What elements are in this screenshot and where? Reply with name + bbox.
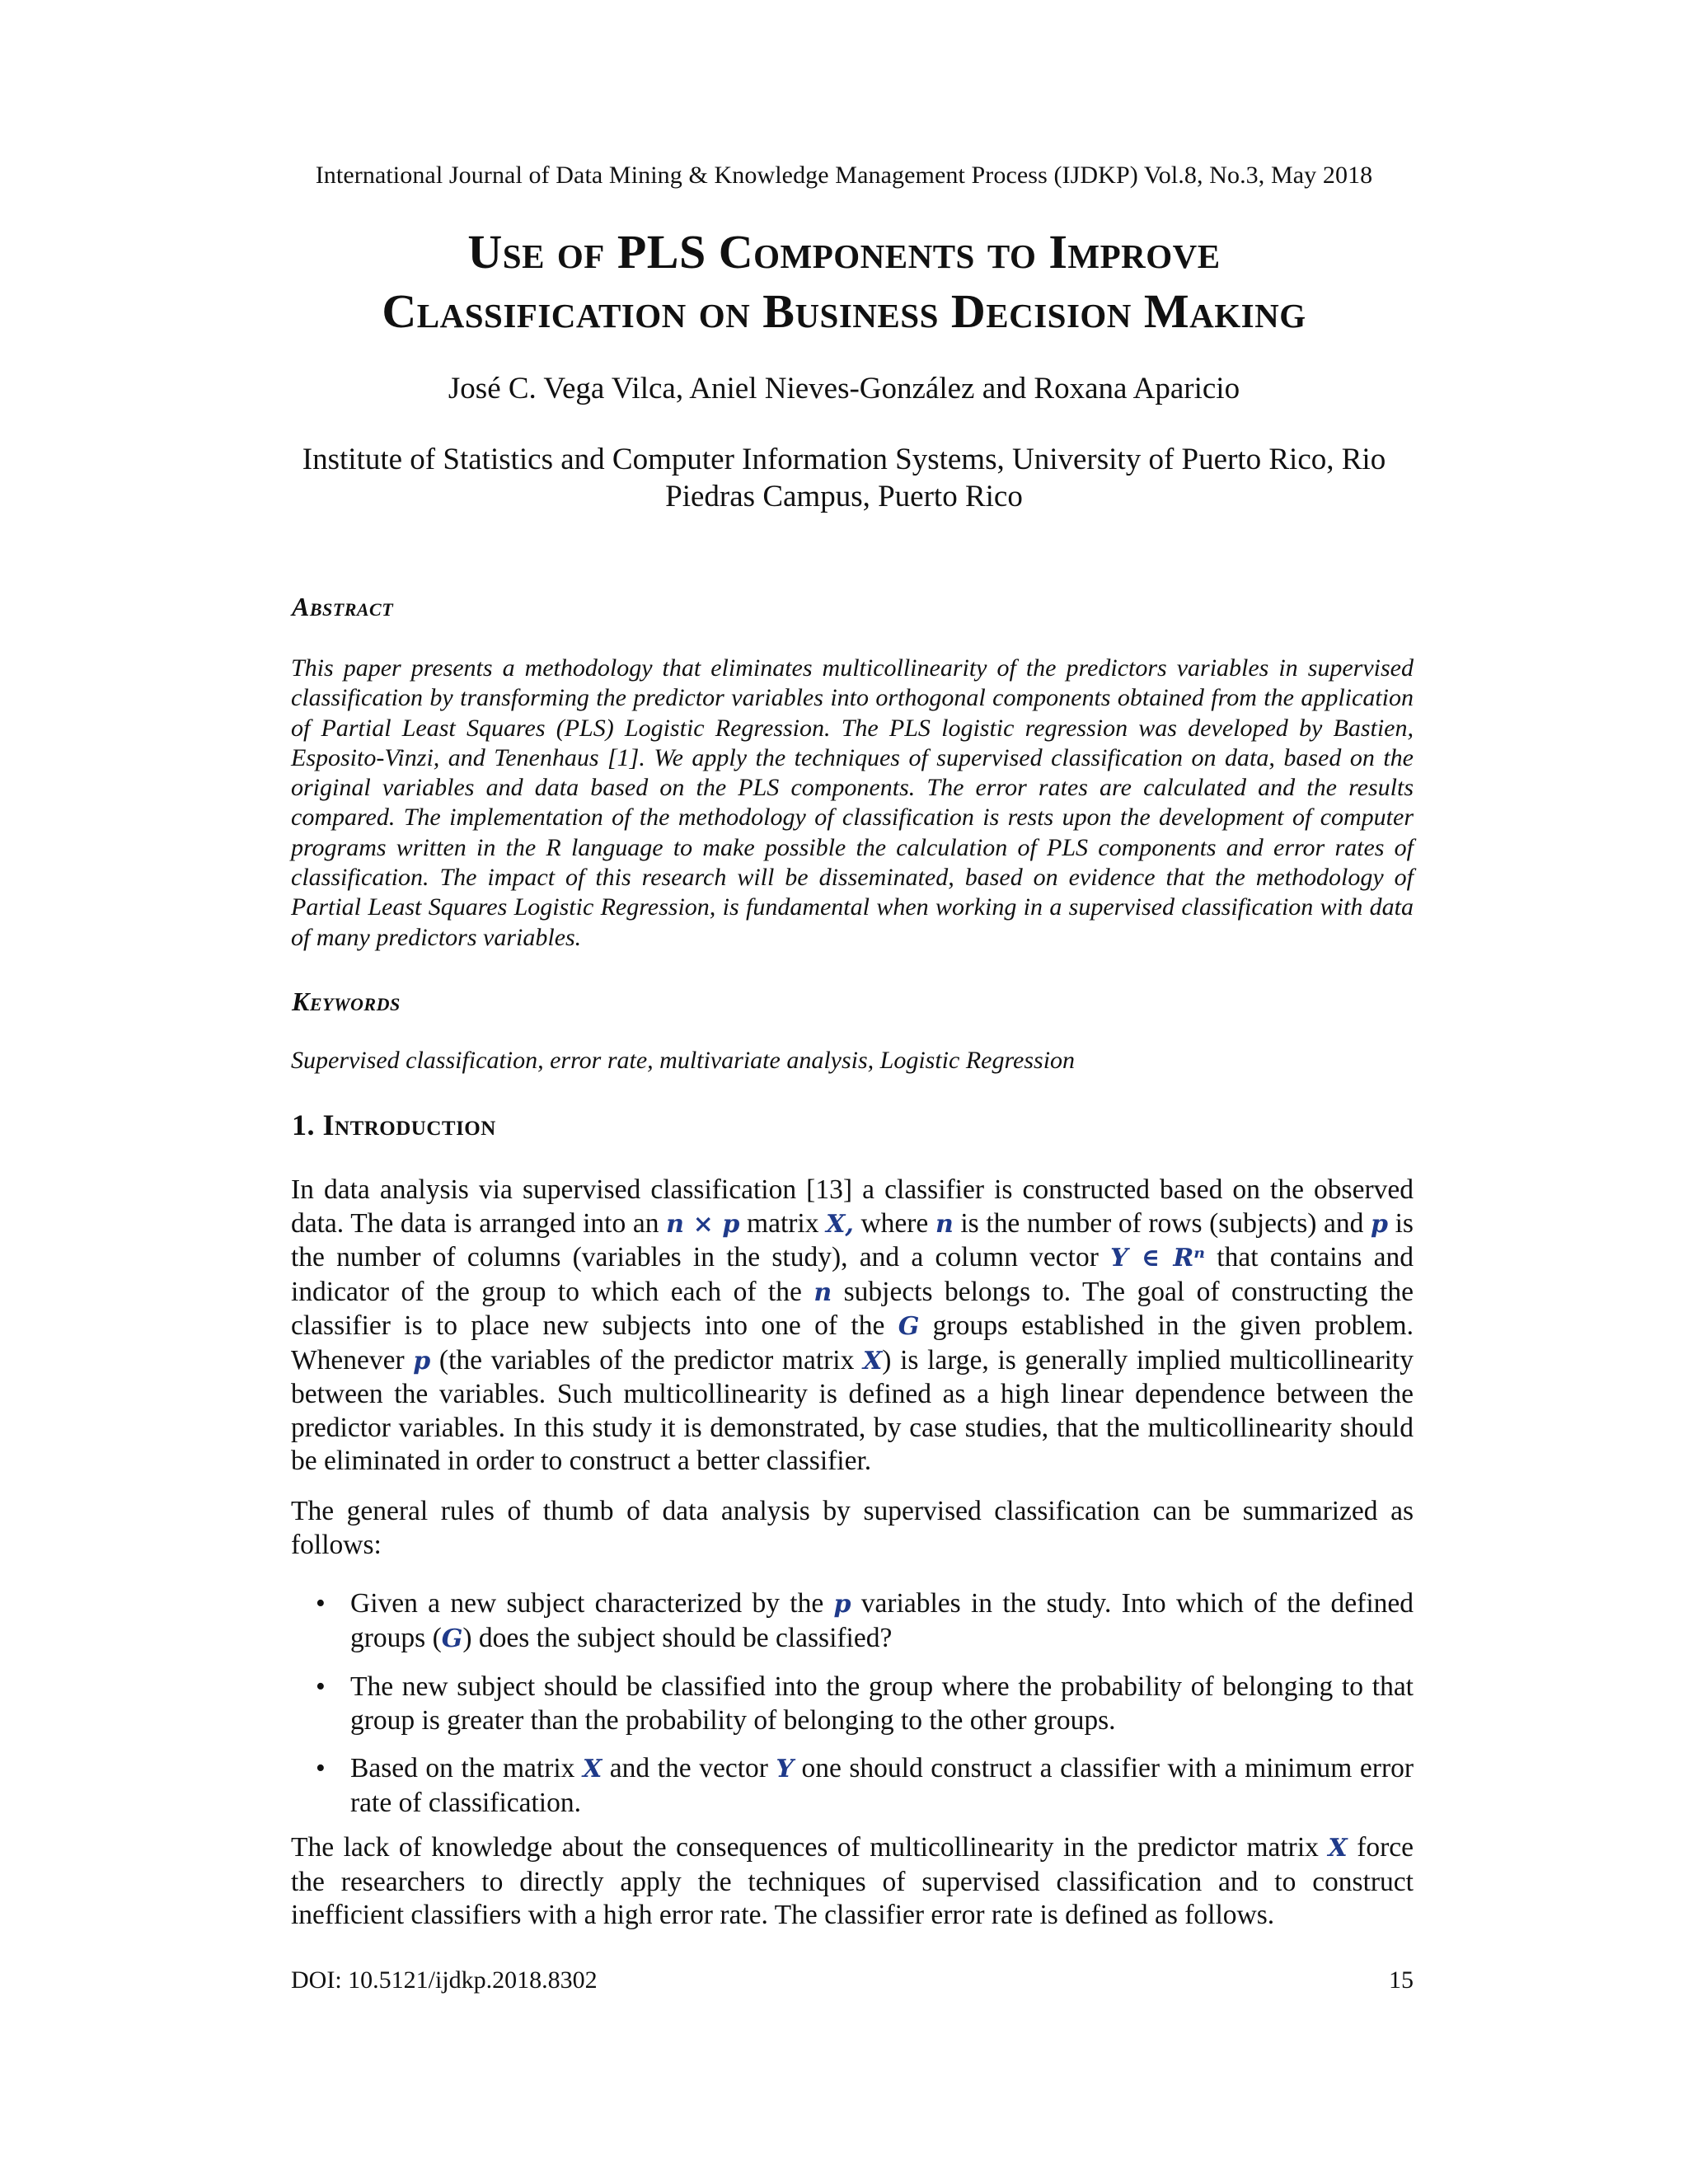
text-run: is the number of columns (variables in the study), and a column vector [291, 1207, 1414, 1272]
doi-footer: DOI: 10.5121/ijdkp.2018.8302 [291, 1966, 598, 1994]
math-symbol: p [833, 1590, 851, 1619]
bullet-icon: • [316, 1753, 326, 1783]
abstract-text: This paper presents a methodology that eliminates multicollinearity of the predictors variables in supervised classification by transforming the predictor variables into orthogonal components obtained from the application of Partial Least Squares (PLS) Logistic Regression. The PLS logistic regression was developed by Bastien, Esposito-Vinzi, and Tenenhaus [1]. We apply the techniques of supervised classification on data, based on the original variables and data based on the PLS components. The error rates are calculated and the results compared. The implementation of the methodology of classification is rests upon the development of computer programs written in the R language to make possible the calculation of PLS components and error rates of classification. The impact of this research will be disseminated, based on evidence that the methodology of Partial Least Squares Logistic Regression, is fundamental when working in a supervised classification with data of many predictors variables. [291, 654, 1414, 951]
list-item [291, 1671, 1414, 1737]
math-symbol: Y [776, 1755, 794, 1783]
text-run: The new subject should be classified into the group where the probability of belonging to that group is greater than the probability of belonging to the other groups. [350, 1671, 1414, 1736]
math-symbol: X [1328, 1834, 1348, 1863]
math-symbol: X [582, 1755, 603, 1783]
rules-bullet-list [291, 1587, 1414, 1835]
text-run: force the researchers to directly apply the techniques of supervised classification and to construct inefficient classifiers with a high error rate. The classifier error rate is defined as follows. [291, 1832, 1414, 1930]
page-number: 15 [1389, 1966, 1414, 1994]
author-list: José C. Vega Vilca, Aniel Nieves-González and Roxana Aparicio [448, 372, 1240, 405]
text-run: where [853, 1207, 935, 1239]
math-symbol: n [814, 1277, 832, 1307]
math-symbol: X [863, 1346, 883, 1376]
intro-paragraph-2: The general rules of thumb of data analysis by supervised classification can be summarized as follows: [291, 1496, 1414, 1560]
keywords-heading: Keywords [292, 987, 401, 1016]
affiliation-line-1: Institute of Statistics and Computer Information Systems, University of Puerto Rico, Rio [302, 443, 1386, 476]
affiliation [280, 441, 1408, 515]
math-symbol: p [1371, 1209, 1388, 1239]
paper-title [165, 223, 1523, 341]
math-symbol: G [898, 1312, 920, 1341]
keywords-text: Supervised classification, error rate, multivariate analysis, Logistic Regression [291, 1047, 1076, 1074]
paper-title-line-2: Classification on Business Decision Making [382, 284, 1306, 338]
text-run: and the vector [602, 1753, 776, 1783]
text-run: matrix [739, 1207, 827, 1239]
paper-title-line-1: Use of PLS Components to Improve [467, 225, 1221, 279]
bullet-icon: • [316, 1671, 326, 1702]
list-item [291, 1752, 1414, 1820]
math-symbol: n [935, 1209, 954, 1239]
text-run: is the number of rows (subjects) and [953, 1207, 1372, 1239]
bullet-icon: • [316, 1588, 326, 1619]
text-run: Based on the matrix [350, 1753, 583, 1783]
text-run: variables in the study. Into which of the defined groups ( [350, 1588, 1414, 1653]
text-run: ) is large, is generally implied multicollinearity between the variables. Such multicollinearity is defined as a high linear dependence between the predictor variables. In this study it is demonstrated, by case studies, that the multicollinearity should be eliminated in order to construct a better classifier. [291, 1344, 1414, 1476]
journal-header: International Journal of Data Mining & Knowledge Management Process (IJDKP) Vol.8, No.3, May 2018 [315, 162, 1373, 189]
intro-paragraph-1 [291, 1174, 1414, 1479]
text-run: ) does the subject should be classified? [462, 1622, 893, 1653]
text-run: Given a new subject characterized by the [350, 1588, 834, 1619]
text-run: The lack of knowledge about the consequences of multicollinearity in the predictor matrix [291, 1832, 1329, 1863]
math-symbol: G [441, 1624, 463, 1653]
text-run: In data analysis via supervised classification [13] a classifier is constructed based on the observed data. The data is arranged into an [291, 1174, 1414, 1239]
intro-paragraph-3 [291, 1831, 1414, 1933]
introduction-heading: 1. Introduction [292, 1108, 496, 1141]
math-symbol: p [413, 1346, 431, 1376]
text-run: groups established in the given problem. Whenever [291, 1310, 1414, 1376]
list-item [291, 1587, 1414, 1656]
text-run: one should construct a classifier with a minimum error rate of classification. [350, 1753, 1414, 1818]
math-symbol: n × p [666, 1209, 740, 1239]
text-run: that contains and indicator of the group to which each of the [291, 1242, 1414, 1307]
math-symbol: Y ∈ Rⁿ [1110, 1244, 1206, 1272]
affiliation-line-2: Piedras Campus, Puerto Rico [665, 480, 1023, 513]
math-symbol: X, [826, 1209, 854, 1239]
text-run: (the variables of the predictor matrix [430, 1344, 863, 1376]
text-run: subjects belongs to. The goal of constructing the classifier is to place new subjects into one of the [291, 1276, 1414, 1341]
abstract-heading: Abstract [292, 592, 394, 621]
